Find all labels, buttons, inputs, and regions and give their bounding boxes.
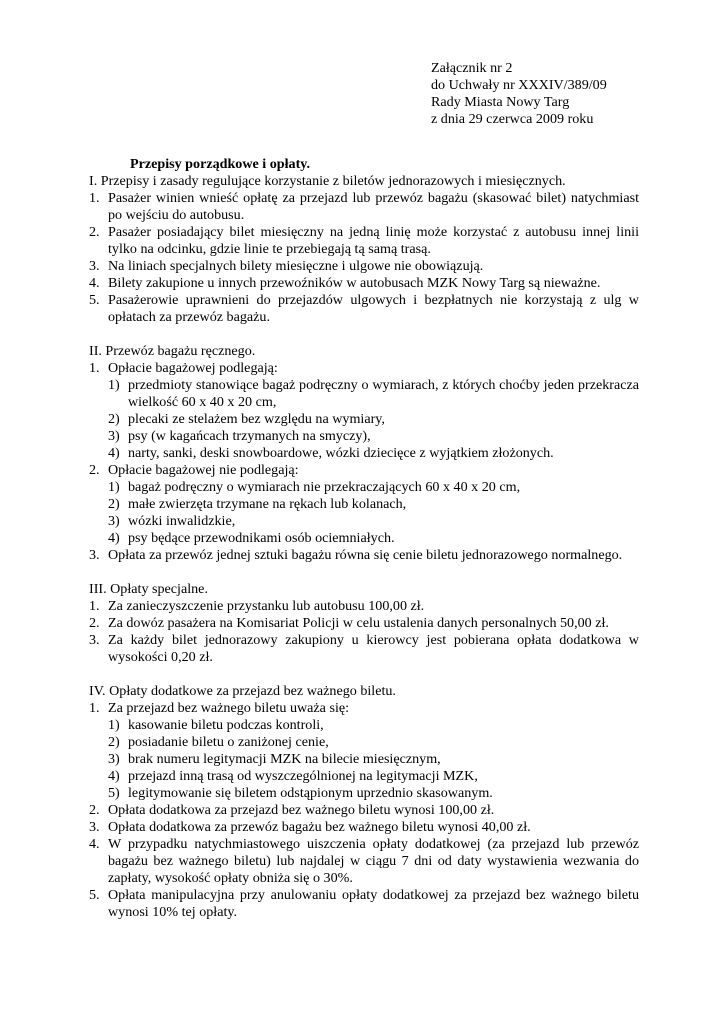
sub-item-text: narty, sanki, deski snowboardowe, wózki dziecięce z wyjątkiem złożonych. xyxy=(128,445,554,461)
item-text: Opłacie bagażowej nie podlegają: xyxy=(108,462,299,478)
item-number: 3. xyxy=(89,632,100,648)
item-number: 3. xyxy=(89,547,100,563)
item-number: 4. xyxy=(89,836,100,852)
item-text: Opłata za przewóz jednej sztuki bagażu równa się cenie biletu jednorazowego normalnego. xyxy=(108,547,623,563)
item-text: Za dowóz pasażera na Komisariat Policji w celu ustalenia danych personalnych 50,00 zł. xyxy=(108,615,609,631)
item-text: Za każdy bilet jednorazowy zakupiony u kierowcy jest pobierana opłata dodatkowa w wysokości 0,20 zł. xyxy=(108,632,639,665)
list-item xyxy=(89,292,639,326)
sub-item-number: 1) xyxy=(108,377,120,393)
item-text: Za przejazd bez ważnego biletu uważa się: xyxy=(108,700,350,716)
sub-item-text: plecaki ze stelażem bez względu na wymiary, xyxy=(128,411,385,427)
annex-line-2: do Uchwały nr XXXIV/389/09 xyxy=(431,77,607,93)
item-text: W przypadku natychmiastowego uiszczenia opłaty dodatkowej (za przejazd lub przewóz bagażu bez ważnego biletu) lub najdalej w ciągu 7 dni od daty wystawienia wezwania do zapłaty, wysokość opłaty obniża się o 30%. xyxy=(108,836,639,886)
sub-item-number: 2) xyxy=(108,411,120,427)
item-text: Opłata manipulacyjna przy anulowaniu opłaty dodatkowej za przejazd bez ważnego biletu wynosi 10% tej opłaty. xyxy=(108,887,639,920)
item-number: 1. xyxy=(89,190,100,206)
item-text: Pasażer winien wnieść opłatę za przejazd lub przewóz bagażu (skasować bilet) natychmiast po wejściu do autobusu. xyxy=(108,190,639,223)
section-2-list xyxy=(89,360,639,564)
section-1-heading: I. Przepisy i zasady regulujące korzystanie z biletów jednorazowych i miesięcznych. xyxy=(89,173,566,189)
section-4-list xyxy=(89,700,639,921)
sub-item-number: 3) xyxy=(108,513,120,529)
sub-list-item xyxy=(89,445,639,462)
sub-item-text: małe zwierzęta trzymane na rękach lub kolanach, xyxy=(128,496,407,512)
item-text: Bilety zakupione u innych przewoźników w autobusach MZK Nowy Targ są nieważne. xyxy=(108,275,601,291)
sub-list-item xyxy=(89,513,639,530)
sub-item-number: 3) xyxy=(108,428,120,444)
sub-item-text: przedmioty stanowiące bagaż podręczny o wymiarach, z których choćby jeden przekracza wielkość 60 x 40 x 20 cm, xyxy=(128,377,639,410)
sub-item-number: 2) xyxy=(108,496,120,512)
sub-list-item xyxy=(89,530,639,547)
item-number: 4. xyxy=(89,275,100,291)
section-3-list xyxy=(89,598,639,666)
section-4-heading: IV. Opłaty dodatkowe za przejazd bez ważnego biletu. xyxy=(89,683,396,699)
item-number: 2. xyxy=(89,615,100,631)
list-item xyxy=(89,615,639,632)
list-item xyxy=(89,598,639,615)
item-text: Za zanieczyszczenie przystanku lub autobusu 100,00 zł. xyxy=(108,598,425,614)
item-number: 5. xyxy=(89,887,100,903)
sub-item-text: psy (w kagańcach trzymanych na smyczy), xyxy=(128,428,371,444)
sub-item-text: legitymowanie się biletem odstąpionym uprzednio skasowanym. xyxy=(128,785,493,801)
item-text: Pasażer posiadający bilet miesięczny na jedną linię może korzystać z autobusu innej linii tylko na odcinku, gdzie linie te przebiegają tą samą trasą. xyxy=(108,224,639,257)
list-item xyxy=(89,462,639,479)
sub-item-number: 3) xyxy=(108,751,120,767)
sub-item-number: 4) xyxy=(108,445,120,461)
list-item xyxy=(89,700,639,717)
sub-item-text: psy będące przewodnikami osób ociemniałych. xyxy=(128,530,395,546)
item-number: 2. xyxy=(89,802,100,818)
item-number: 1. xyxy=(89,700,100,716)
list-item xyxy=(89,802,639,819)
item-number: 2. xyxy=(89,224,100,240)
list-item xyxy=(89,224,639,258)
sub-item-text: kasowanie biletu podczas kontroli, xyxy=(128,717,324,733)
sub-list-item xyxy=(89,411,639,428)
list-item xyxy=(89,547,639,564)
item-text: Na liniach specjalnych bilety miesięczne i ulgowe nie obowiązują. xyxy=(108,258,484,274)
sub-item-number: 4) xyxy=(108,530,120,546)
sub-list-item xyxy=(89,768,639,785)
section-3-heading: III. Opłaty specjalne. xyxy=(89,581,208,597)
document-body xyxy=(89,156,639,921)
item-number: 1. xyxy=(89,598,100,614)
sub-item-number: 4) xyxy=(108,768,120,784)
section-1-list xyxy=(89,190,639,326)
sub-list-item xyxy=(89,734,639,751)
list-item xyxy=(89,632,639,666)
list-item xyxy=(89,819,639,836)
sub-item-text: wózki inwalidzkie, xyxy=(128,513,236,529)
item-text: Opłata dodatkowa za przejazd bez ważnego biletu wynosi 100,00 zł. xyxy=(108,802,495,818)
annex-header xyxy=(431,60,711,128)
sub-item-text: bagaż podręczny o wymiarach nie przekraczających 60 x 40 x 20 cm, xyxy=(128,479,521,495)
item-number: 1. xyxy=(89,360,100,376)
item-text: Opłata dodatkowa za przewóz bagażu bez ważnego biletu wynosi 40,00 zł. xyxy=(108,819,531,835)
item-number: 3. xyxy=(89,819,100,835)
annex-line-4: z dnia 29 czerwca 2009 roku xyxy=(431,111,594,127)
document-title: Przepisy porządkowe i opłaty. xyxy=(130,156,311,172)
sub-list-item xyxy=(89,496,639,513)
item-text: Opłacie bagażowej podlegają: xyxy=(108,360,278,376)
sub-list-item xyxy=(89,479,639,496)
annex-line-1: Załącznik nr 2 xyxy=(431,60,513,76)
list-item xyxy=(89,887,639,921)
list-item xyxy=(89,275,639,292)
sub-item-number: 1) xyxy=(108,479,120,495)
sub-item-text: posiadanie biletu o zaniżonej cenie, xyxy=(128,734,329,750)
sub-list-item xyxy=(89,377,639,411)
sub-item-number: 5) xyxy=(108,785,120,801)
sub-list-item xyxy=(89,428,639,445)
sub-list-item xyxy=(89,717,639,734)
list-item xyxy=(89,190,639,224)
sub-item-text: brak numeru legitymacji MZK na bilecie miesięcznym, xyxy=(128,751,441,767)
list-item xyxy=(89,258,639,275)
item-number: 2. xyxy=(89,462,100,478)
sub-item-text: przejazd inną trasą od wyszczególnionej na legitymacji MZK, xyxy=(128,768,478,784)
list-item xyxy=(89,836,639,887)
item-number: 5. xyxy=(89,292,100,308)
annex-line-3: Rady Miasta Nowy Targ xyxy=(431,94,570,110)
list-item xyxy=(89,360,639,377)
sub-list-item xyxy=(89,751,639,768)
sub-list-item xyxy=(89,785,639,802)
sub-item-number: 2) xyxy=(108,734,120,750)
sub-item-number: 1) xyxy=(108,717,120,733)
item-text: Pasażerowie uprawnieni do przejazdów ulgowych i bezpłatnych nie korzystają z ulg w opłatach za przewóz bagażu. xyxy=(108,292,639,325)
item-number: 3. xyxy=(89,258,100,274)
section-2-heading: II. Przewóz bagażu ręcznego. xyxy=(89,343,256,359)
